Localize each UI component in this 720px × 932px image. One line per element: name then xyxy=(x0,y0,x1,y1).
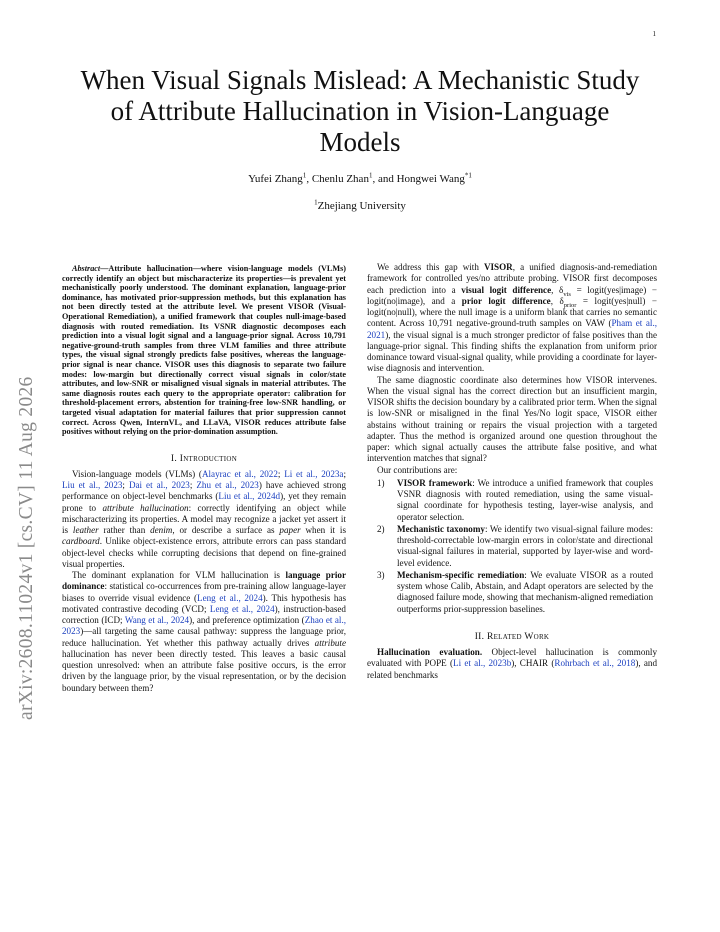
right-column xyxy=(367,262,657,681)
text-run: , δ xyxy=(550,295,564,306)
text-run: ). This hypothesis has motivated contrastive decoding (VCD; xyxy=(62,592,346,614)
intro-paragraph-2 xyxy=(62,570,346,694)
text-run: ), and preference optimization ( xyxy=(189,615,305,626)
paper-title xyxy=(30,65,690,158)
citation-link[interactable]: Dai et al., 2023 xyxy=(128,480,190,491)
emphasis: attribute hallucination xyxy=(102,502,189,513)
text-run: = logit(yes|image) − logit(no|image), and a xyxy=(367,284,657,306)
paragraph-run-head: Hallucination evaluation. xyxy=(377,647,483,657)
text-run: ), yet they remain prone to xyxy=(62,491,346,513)
text-run: rather than xyxy=(98,525,151,536)
affil-mark: 1 xyxy=(314,198,318,207)
text-run: = logit(yes|null) − logit(no|null), where the null image is a uniform blank that carries no semantic content. Across 10,791 negative-ground-truth samples on VAW ( xyxy=(367,295,657,329)
text-run: : correctly identifying an object while mischaracterizing its properties. A model may recognize a jacket yet assert it is xyxy=(62,502,347,536)
citation-link[interactable]: Rohrbach et al., 2018 xyxy=(554,658,636,669)
bold-term: visual logit difference xyxy=(461,284,552,295)
author-name: Chenlu Zhan xyxy=(311,173,369,185)
subscript: prior xyxy=(563,301,577,309)
title-line-1: When Visual Signals Mislead: A Mechanistic Study xyxy=(80,65,640,95)
text-run: We address this gap with xyxy=(377,262,484,272)
contribution-text: : We introduce a unified framework that couples VSNR diagnosis with routed remediation, using the same visual-signal coordinate for hypothesis testing, layer-wise analysis, and operator selection. xyxy=(397,477,653,522)
page-number: 1 xyxy=(652,30,656,38)
intro-paragraph-1 xyxy=(62,469,346,570)
item-number: 1) xyxy=(377,477,385,488)
text-run: ), CHAIR ( xyxy=(511,658,555,669)
subscript: vis xyxy=(563,290,571,298)
abstract-label: Abstract xyxy=(72,264,101,273)
affiliation xyxy=(60,200,660,212)
item-number: 3) xyxy=(377,569,385,580)
author-list: Yufei Zhang$^1$, Chenlu Zhan$^1$, and Hongwei Wang$^{*1}$ xyxy=(248,171,472,185)
title-line-2: of Attribute Hallucination in Vision-Language xyxy=(110,96,610,126)
section-heading-related-work: II. Related Work xyxy=(474,631,550,642)
contribution-item xyxy=(367,478,657,523)
text-run: , or describe a surface as xyxy=(172,525,280,536)
text-run: ; xyxy=(277,468,285,479)
author-affil-mark: *1 xyxy=(464,171,472,180)
citation-link[interactable]: Zhao et al., 2023 xyxy=(62,615,346,637)
emphasis: attribute xyxy=(314,637,346,648)
emphasis: leather xyxy=(72,525,99,536)
text-run: ; xyxy=(122,480,129,491)
text-run: )—all targeting the same causal pathway: suppress the language prior, reduce hallucination. Yet whether this pathway actually drives xyxy=(62,626,346,648)
citation-link[interactable]: Pham et al., 2021 xyxy=(367,318,658,340)
contribution-item xyxy=(367,524,657,569)
bold-term: language prior dominance xyxy=(62,570,347,592)
text-run: , a unified diagnosis-and-remediation framework for controlled yes/no attribute probing. VISOR first decomposes each prediction into a xyxy=(367,262,657,295)
author-affil-mark: 1 xyxy=(302,171,307,180)
emphasis: denim xyxy=(150,525,173,536)
contribution-text: : We identify two visual-signal failure modes: threshold-correctable low-margin errors in color/state and directional visual-signal failures in material, supported by layer-wise and word-level evidence. xyxy=(397,523,653,568)
citation-link[interactable]: Wang et al., 2024 xyxy=(124,615,190,626)
contributions-intro: Our contributions are: xyxy=(377,464,458,475)
contribution-head: Mechanistic taxonomy xyxy=(397,523,485,534)
emphasis: paper xyxy=(279,525,301,536)
text-run: . Unlike object-existence errors, attribute errors can pass standard object-level checks while corrupting decisions that depend on fine-grained visual properties. xyxy=(62,536,346,569)
text-run: ; xyxy=(189,480,197,491)
contribution-list xyxy=(367,478,657,615)
citation-link[interactable]: Li et al., 2023b xyxy=(453,658,512,669)
related-paragraph-1 xyxy=(367,647,657,681)
text-run: : statistical co-occurrences from pre-training allow language-layer biases to override visual evidence ( xyxy=(62,581,346,603)
text-run: ), the visual signal is a much stronger predictor of false positives than the language-prior signal. This finding shifts the explanation from uniform prior dominance toward visual-signal quality, while providing a coordinate for layer-wise diagnosis and intervention. xyxy=(367,329,657,374)
affiliation-name: Zhejiang University xyxy=(317,200,406,212)
author-name: Hongwei Wang xyxy=(396,173,465,185)
arxiv-stamp: arXiv:2608.11024v1 [cs.CV] 11 Aug 2026 xyxy=(16,376,37,720)
citation-link[interactable]: Liu et al., 2024d xyxy=(218,491,281,502)
citation-link[interactable]: Liu et al., 2023 xyxy=(62,480,123,491)
contribution-head: Mechanism-specific remediation xyxy=(397,569,525,580)
author-separator: , and xyxy=(372,173,397,185)
contribution-text: : We evaluate VISOR as a routed system whose Calib, Abstain, and Adapt operators are selected by the diagnosed failure mode, showing that mechanism-aligned remediation outperforms prior-suppression baselines. xyxy=(397,569,654,614)
left-column xyxy=(62,264,346,694)
text-run: , δ xyxy=(551,284,564,295)
text-run: Vision-language models (VLMs) ( xyxy=(72,468,202,479)
title-line-3: Models xyxy=(319,127,401,157)
citation-link[interactable]: Leng et al., 2024 xyxy=(209,603,275,614)
text-run: when it is xyxy=(300,525,346,536)
text-run: ; xyxy=(343,468,346,479)
text-run: Object-level hallucination is commonly evaluated with POPE ( xyxy=(367,647,657,669)
intro-paragraph-3 xyxy=(367,262,657,375)
section-heading-introduction: I. Introduction xyxy=(170,453,238,464)
emphasis: cardboard xyxy=(62,536,100,547)
abstract xyxy=(62,264,346,437)
contribution-head: VISOR framework xyxy=(397,477,473,488)
text-run: ), instruction-based correction (ICD; xyxy=(62,603,346,626)
abstract-text: —Attribute hallucination—where vision-language models (VLMs) correctly identify an object but mischaracterize its properties—is prevalent yet mechanistically poorly understood. The dominant explanation, language-prior dominance, has motivated prior-suppression methods, but this explanation has not been directly tested at the attribute level. We present VISOR (Visual-Operational Remediation), a unified framework that couples null-image-based diagnosis with routed remediation. Its VSNR diagnostic decomposes each prediction into a visual logit signal and a language-prior signal. Across 10,791 negative-ground-truth samples from three VLM families and three attribute types, the visual signal strongly predicts false positives, whereas the language-prior signal is near chance. VISOR uses this diagnosis to separate two failure modes: low-margin but directionally correct visual signals in color/state attributes, and low-SNR or misaligned visual signals in material attributes. The same diagnosis routes each query to the appropriate operator: calibration for threshold-placement errors, abstention for training-free low-SNR handling, or targeted visual adaptation for material failures that prior suppression cannot correct. Across Qwen, InternVL, and LLaVA, VISOR reduces attribute false positives without relying on the prior-domination assumption. xyxy=(62,264,346,437)
text-run: The dominant explanation for VLM hallucination is xyxy=(72,570,286,581)
text-run: ) have achieved strong performance on object-level benchmarks ( xyxy=(62,480,346,502)
bold-term: VISOR xyxy=(483,262,513,272)
text-run: ), and related benchmarks xyxy=(367,658,658,680)
item-number: 2) xyxy=(377,523,385,534)
author-affil-mark: 1 xyxy=(368,171,373,180)
bold-term: prior logit difference xyxy=(461,295,551,306)
citation-link[interactable]: Leng et al., 2024 xyxy=(197,592,263,603)
intro-paragraph-4: The same diagnostic coordinate also determines how VISOR intervenes. When the visual signal has the correct direction but an insufficient margin, VISOR shifts the decision boundary by a calibrated prior term. When the signal is low-SNR or misaligned in the final Yes/No logit space, VISOR either abstains without training or repairs the visual projection with a targeted adapter. Thus the method is organized around one question throughout the paper: which signal actually causes the attribute false positive, and what intervention matches that signal? xyxy=(367,374,658,464)
citation-link[interactable]: Li et al., 2023a xyxy=(284,468,344,479)
contribution-item xyxy=(367,570,657,615)
citation-link[interactable]: Alayrac et al., 2022 xyxy=(201,468,278,479)
author-name: Yufei Zhang xyxy=(248,173,303,185)
citation-link[interactable]: Zhu et al., 2023 xyxy=(196,480,259,491)
text-run: hallucination has never been directly tested. This leaves a basic causal question unresolved: when an attribute false positive occurs, is the error driven by the language prior, by the visual representation, or by the decision boundary between them? xyxy=(62,648,346,693)
